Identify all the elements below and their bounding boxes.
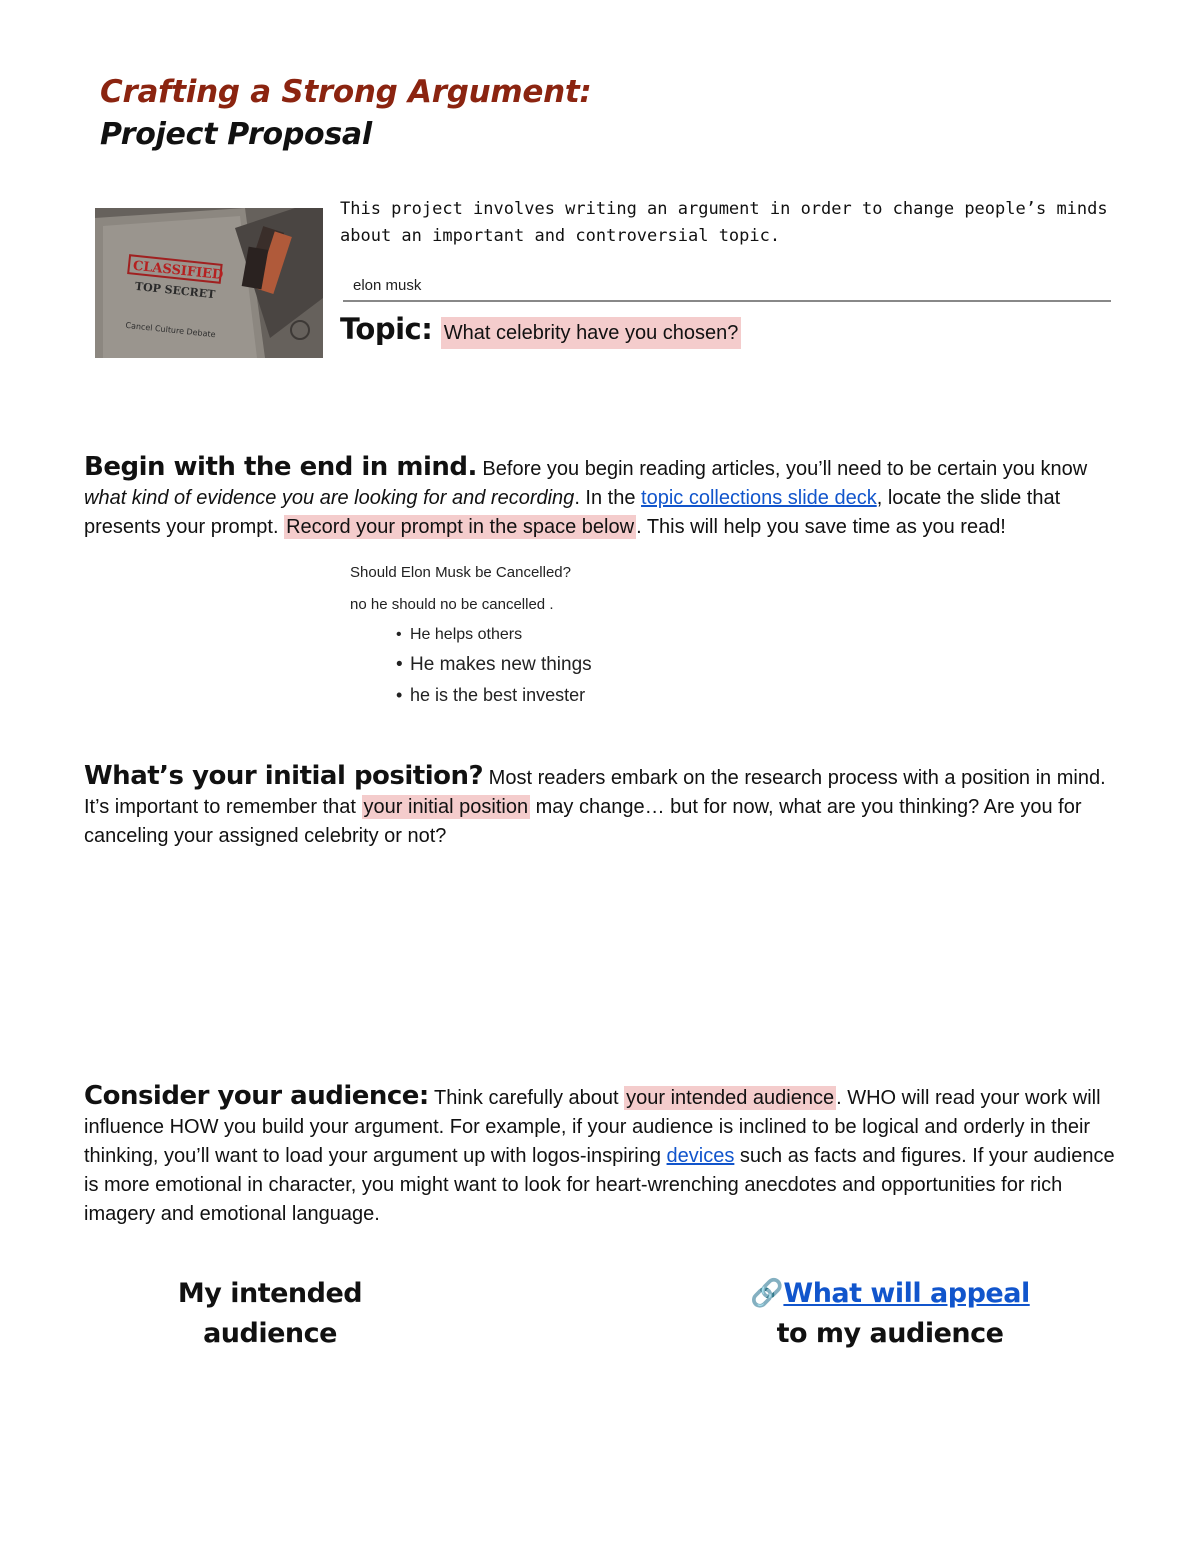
section-begin-text-d: . This will help you save time as you read! [636, 516, 1006, 538]
page-title: Crafting a Strong Argument: [100, 74, 592, 110]
section-audience-text-a: Think carefully about [428, 1087, 625, 1109]
topic-row [340, 312, 741, 346]
section-audience-text-b: . WHO will read your work will influence HOW you build your argument. For example, if your audience is inclined to be logical and orderly in their thinking, you’ll want to load your argument up with logos-inspiring [84, 1087, 1101, 1167]
folder-caption: Cancel Culture Debate [125, 320, 216, 340]
section-begin-highlight: Record your prompt in the space below [286, 516, 635, 538]
section-begin-italic: what kind of evidence you are looking for and recording [84, 487, 575, 509]
section-begin-text-c: , locate the slide that presents your prompt. [84, 487, 1061, 538]
list-item[interactable]: • He helps others [396, 624, 592, 646]
section-position-highlight: your initial position [363, 796, 529, 818]
section-initial-position [84, 762, 1124, 851]
section-audience-heading: Consider your audience: [84, 1081, 429, 1111]
intended-audience-heading [130, 1274, 410, 1354]
section-begin-text-a: Before you begin reading articles, you’ll need to be certain you know [476, 458, 1088, 480]
section-position-text-a: Most readers embark on the research process with a position in mind. It’s important to remember that [84, 767, 1106, 818]
section-position-heading: What’s your initial position? [84, 761, 484, 791]
topic-label: Topic: [340, 312, 433, 346]
prompt-answer-line1[interactable]: Should Elon Musk be Cancelled? [350, 564, 571, 581]
what-will-appeal-line2: to my audience [776, 1318, 1004, 1349]
what-will-appeal-link[interactable]: What will appeal [783, 1278, 1030, 1309]
list-item[interactable]: • He makes new things [396, 652, 592, 678]
section-audience-highlight: your intended audience [626, 1087, 835, 1109]
page-subtitle: Project Proposal [100, 117, 372, 152]
section-position-text-b: may change… but for now, what are you thinking? Are you for canceling your assigned celebrity or not? [84, 796, 1082, 847]
folder-illustration [95, 208, 323, 358]
what-will-appeal-heading [740, 1274, 1040, 1354]
section-audience-text-c: such as facts and figures. If your audience is more emotional in character, you might want to look for heart-wrenching anecdotes and opportunities for rich imagery and emotional language. [84, 1145, 1115, 1225]
stamp-text: CLASSIFIED [132, 258, 224, 284]
stamp-subtext: TOP SECRET [134, 279, 216, 302]
devices-link[interactable]: devices [666, 1145, 735, 1167]
intended-audience-line2: audience [203, 1318, 337, 1349]
classified-folder-image [95, 208, 323, 358]
intended-audience-line1: My intended [177, 1278, 363, 1309]
section-begin-heading: Begin with the end in mind. [84, 452, 477, 482]
celebrity-answer-field[interactable] [343, 276, 1111, 302]
section-audience [84, 1082, 1124, 1229]
section-begin-with-end [84, 453, 1124, 542]
celebrity-answer-value: elon musk [353, 277, 422, 294]
link-icon: 🔗 [750, 1278, 784, 1309]
topic-prompt: What celebrity have you chosen? [441, 317, 742, 349]
intro-text: This project involves writing an argument in order to change people’s minds about an important and controversial topic. [340, 199, 1108, 246]
prompt-answer-line2[interactable]: no he should no be cancelled . [350, 596, 554, 613]
section-begin-text-b: . In the [574, 487, 642, 509]
list-item[interactable]: • he is the best invester [396, 682, 592, 708]
topic-collections-link[interactable]: topic collections slide deck [641, 487, 877, 509]
prompt-answer-bullets [396, 624, 592, 708]
